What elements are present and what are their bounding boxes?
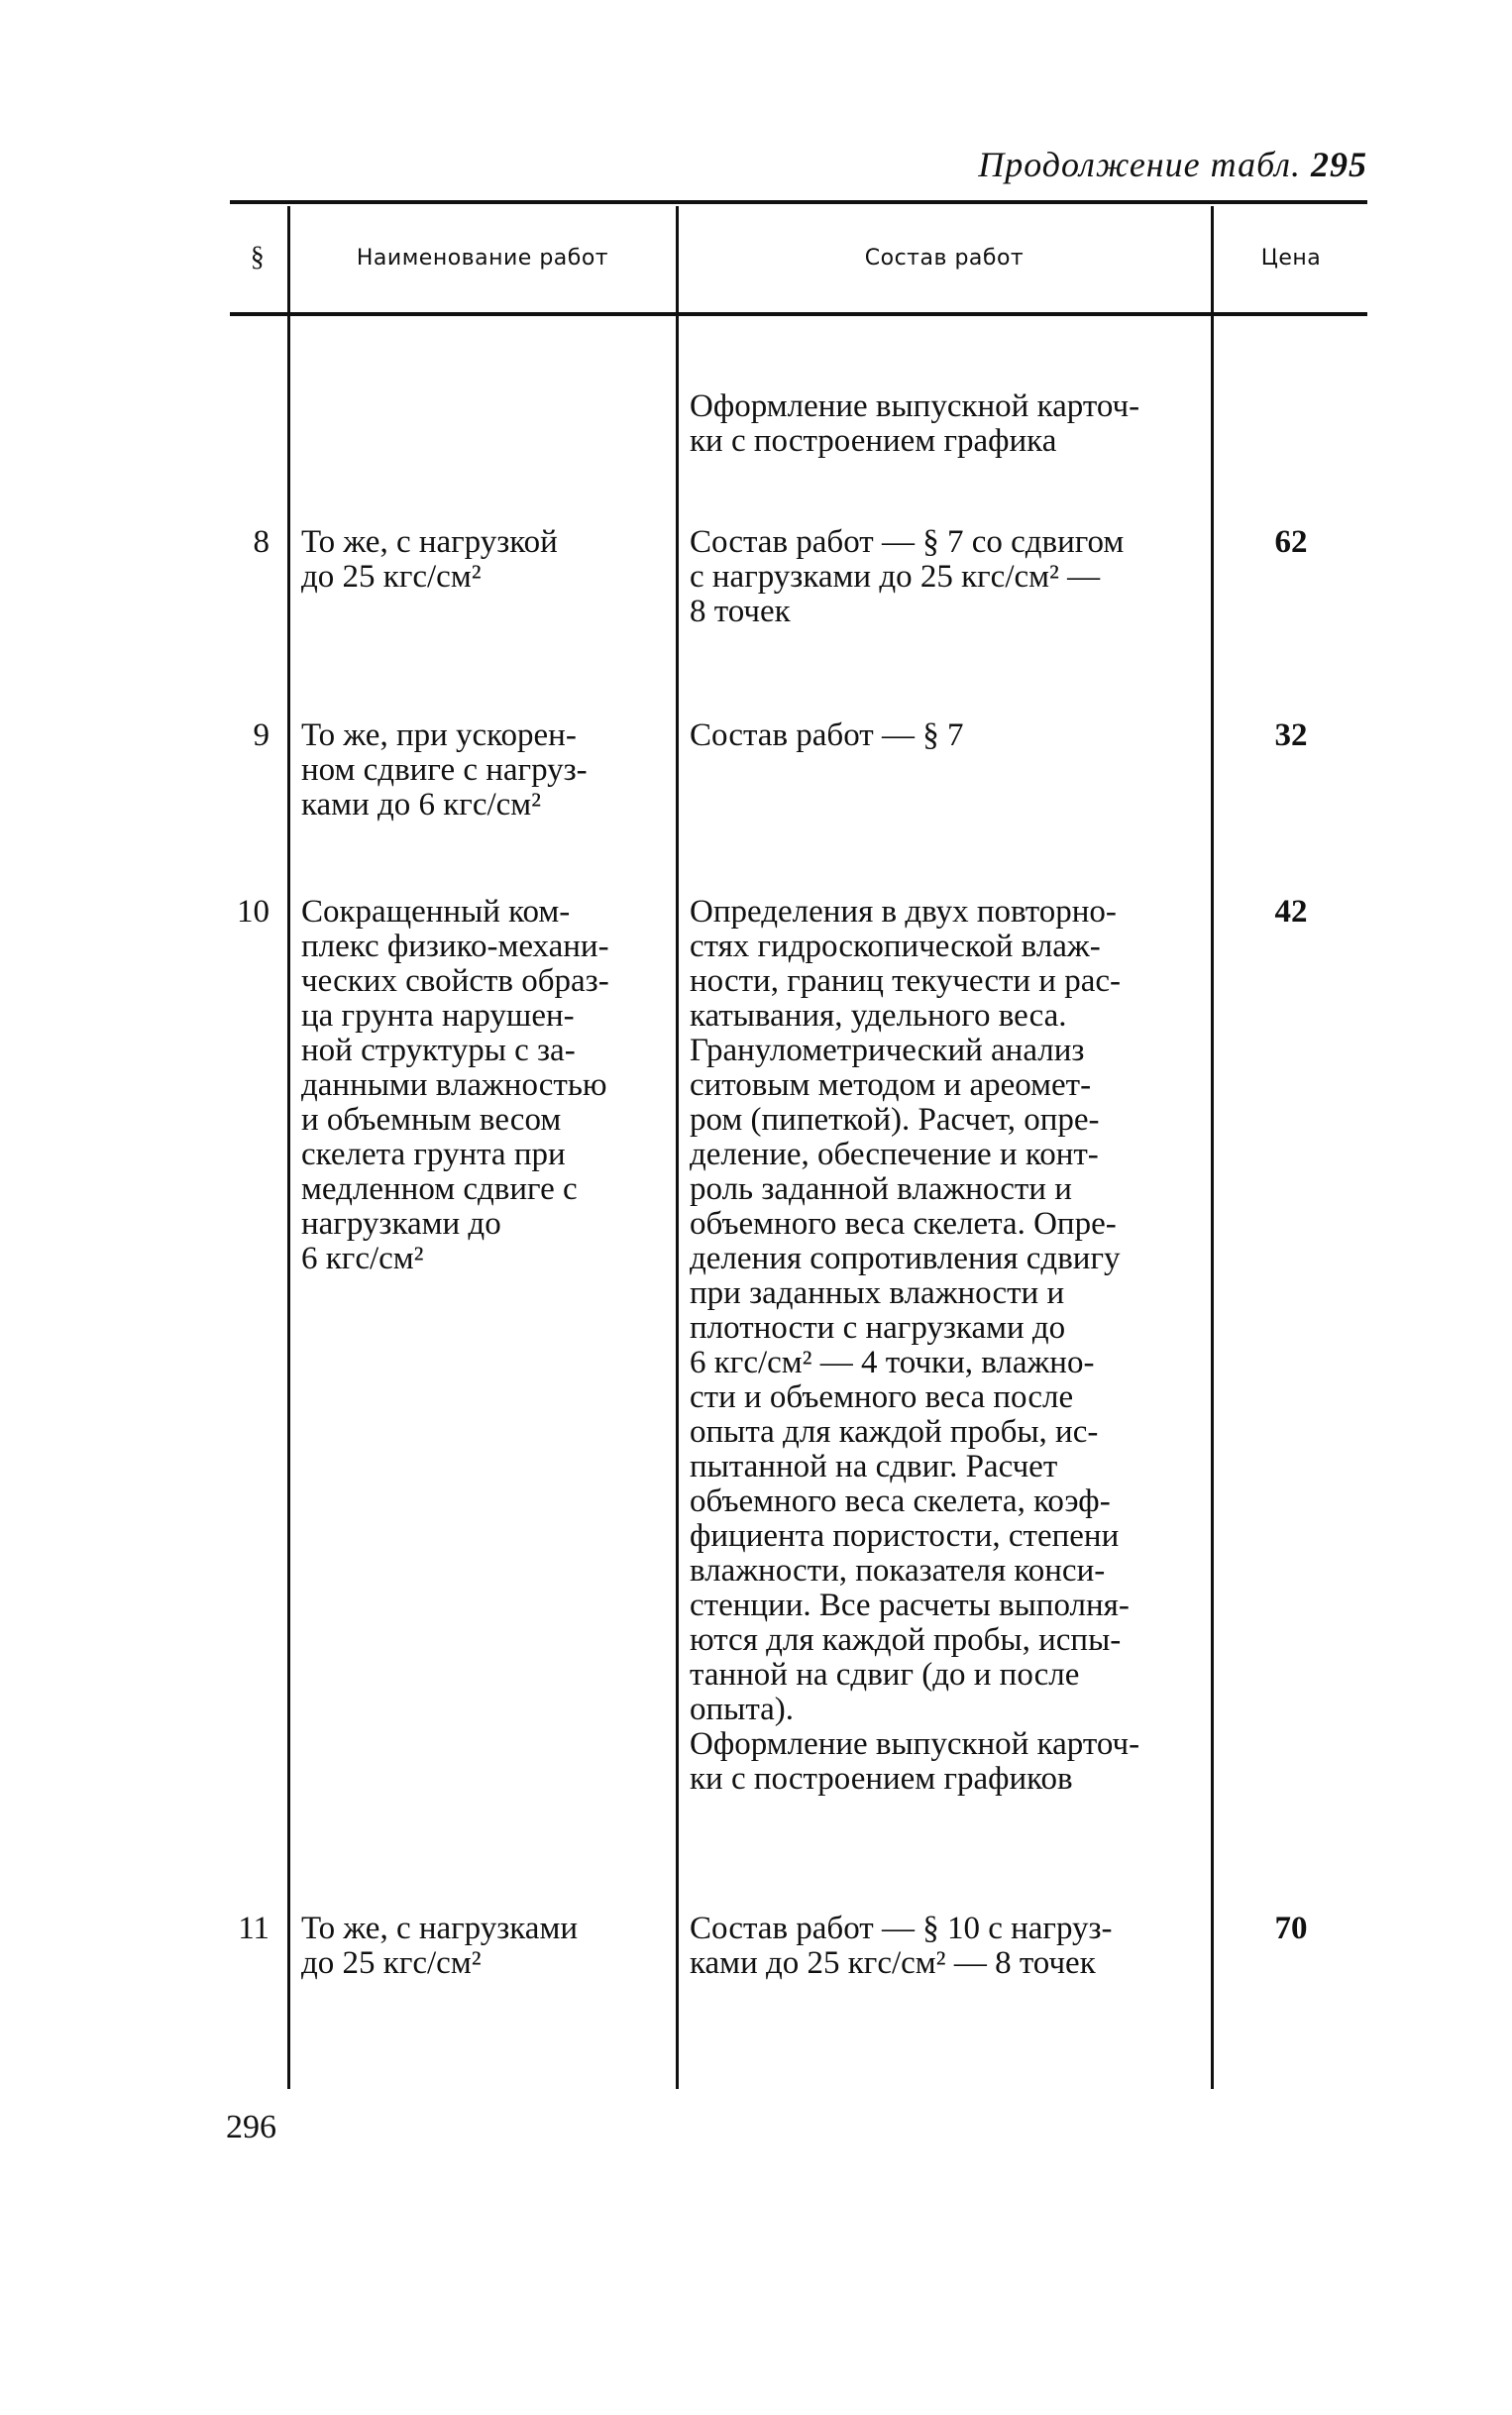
row-11-number: 11 (238, 1911, 270, 1946)
page-number: 296 (226, 2109, 276, 2145)
row-10-name: Сокращенный ком- плекс физико-механи- ческих свойств образ- ца грунта нарушен- ной структуры с за- данными влажностью и объемным весом скелета грунта при медленном сдвиге с нагрузками до 6 кгс/см² (301, 894, 609, 1276)
intro-composition: Оформление выпускной карточ- ки с построением графика (690, 388, 1140, 459)
row-9-price: 32 (1274, 717, 1308, 753)
row-10-price: 42 (1274, 894, 1308, 930)
column-divider-1 (287, 206, 290, 2089)
row-10-number: 10 (237, 894, 270, 930)
row-9-number: 9 (253, 717, 270, 753)
row-9-name: То же, при ускорен- ном сдвиге с нагруз- ками до 6 кгс/см² (301, 717, 588, 823)
row-8-name: То же, с нагрузкой до 25 кгс/см² (301, 524, 558, 595)
row-11-price: 70 (1274, 1911, 1308, 1946)
table-number: 295 (1311, 145, 1367, 184)
row-11-composition: Состав работ — § 10 с нагруз- ками до 25 кгс/см² — 8 точек (690, 1911, 1113, 1981)
column-header-composition: Состав работ (864, 246, 1025, 271)
column-header-name: Наименование работ (356, 246, 609, 271)
row-8-price: 62 (1274, 524, 1308, 560)
column-divider-3 (1211, 206, 1214, 2089)
row-11-name: То же, с нагрузками до 25 кгс/см² (301, 1911, 579, 1981)
row-10-composition: Определения в двух повторно- стях гидроскопической влаж- ности, границ текучести и рас- катывания, удельного веса. Гранулометрический анализ ситовым методом и ареомет- ром (пипеткой). Расчет, опре- деление, обеспечение и конт- роль заданной влажности и объемного веса скелета. Опре- деления сопротивления сдвигу при заданных влажности и плотности с нагрузками до 6 кгс/см² — 4 точки, влажно- сти и объемного веса после опыта для каждой пробы, ис- пытанной на сдвиг. Расчет объемного веса скелета, коэф- фициента пористости, степени влажности, показателя конси- стенции. Все расчеты выполня- ются для каждой пробы, испы- танной на сдвиг (до и после опыта). Оформление выпускной карточ- ки с построением графиков (690, 894, 1140, 1797)
table-continuation-heading (892, 144, 1367, 185)
table-top-rule (230, 200, 1367, 204)
column-divider-2 (676, 206, 679, 2089)
table-header-rule (230, 312, 1367, 316)
row-8-composition: Состав работ — § 7 со сдвигом с нагрузками до 25 кгс/см² — 8 точек (690, 524, 1125, 629)
continuation-label: Продолжение табл. (978, 145, 1301, 184)
row-9-composition: Состав работ — § 7 (690, 717, 964, 753)
column-header-price: Цена (1260, 246, 1322, 271)
row-8-number: 8 (253, 524, 270, 560)
column-header-section: § (250, 242, 266, 273)
